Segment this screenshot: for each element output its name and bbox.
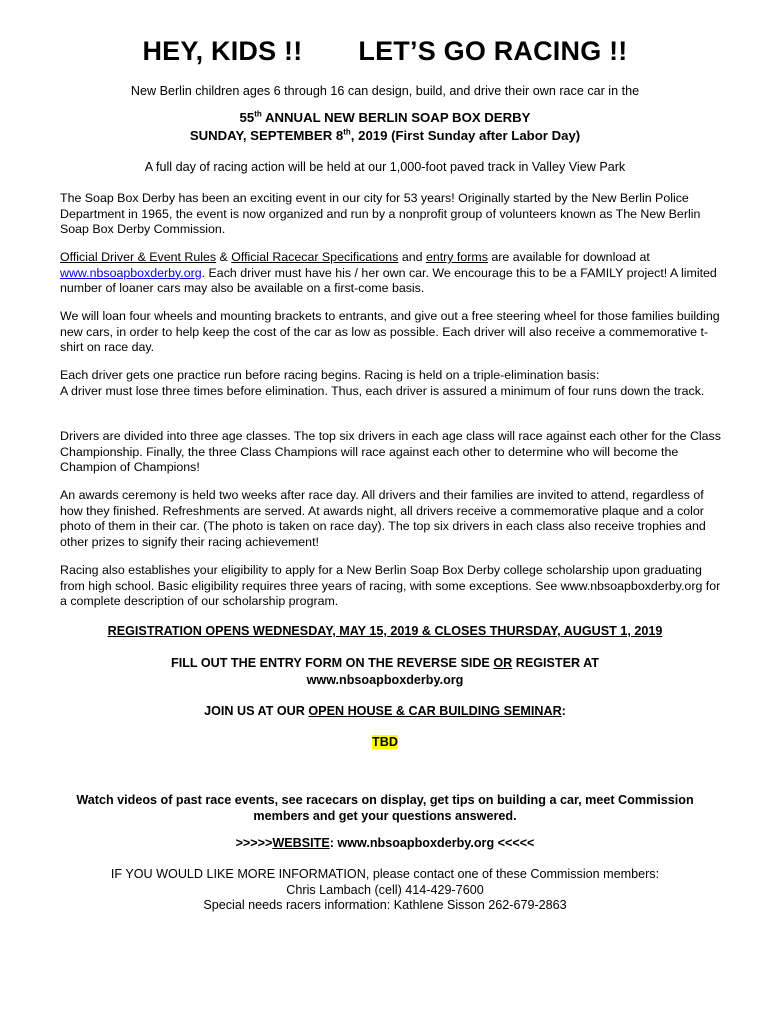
tbd-badge: TBD <box>372 735 398 749</box>
classes-paragraph: Drivers are divided into three age classes. The top six drivers in each age class will race against each other for the Class Championship. Finally, the three Class Champions will race against each other to determine who will become the Champion of Champions! <box>60 429 721 474</box>
open-house-line: JOIN US AT OUR OPEN HOUSE & CAR BUILDING SEMINAR: <box>204 704 566 718</box>
open-house-link[interactable]: OPEN HOUSE & CAR BUILDING SEMINAR <box>308 704 562 718</box>
practice-paragraph: Each driver gets one practice run before racing begins. Racing is held on a triple-elimination basis: A driver must lose three times before elimination. Thus, each driver is assured a minimum of four runs down the track. <box>60 368 705 398</box>
event-heading <box>40 109 730 145</box>
entry-website[interactable]: www.nbsoapboxderby.org <box>306 673 464 687</box>
website-link[interactable]: www.nbsoapboxderby.org <box>60 265 202 280</box>
awards-paragraph: An awards ceremony is held two weeks after race day. All drivers and their families are invited to attend, regardless of how they finished. Refreshments are served. At awards night, all drivers receive a commemorative plaque and a color photo of them in their car. (The photo is taken on race day). The top six drivers in each class also receive trophies and other prizes to signify their racing achievement! <box>60 488 706 549</box>
open-house-date <box>40 735 730 749</box>
specs-link[interactable]: Official Racecar Specifications <box>231 250 399 264</box>
rules-paragraph: Official Driver & Event Rules & Official Racecar Specifications and entry forms are available for download at www.nbsoapboxderby.org. Each driver must have his / her own car. We encourage this to be a FAMILY project! A limited number of loaner cars may also be available on a first-come basis. <box>60 250 717 295</box>
title-left: HEY, KIDS !! <box>142 36 303 66</box>
track-line: A full day of racing action will be held at our 1,000-foot paved track in Valley View Park <box>144 160 626 174</box>
website-line: >>>>>WEBSITE: www.nbsoapboxderby.org <<<<< <box>235 836 535 850</box>
entry-forms-link[interactable]: entry forms <box>425 250 488 264</box>
history-paragraph: The Soap Box Derby has been an exciting event in our city for 53 years! Originally started by the New Berlin Police Department in 1965, the event is now organized and run by a nonprofit group of volunteers known as The New Berlin Soap Box Derby Commission. <box>60 191 701 236</box>
website-label[interactable]: WEBSITE <box>272 836 330 850</box>
contact-block <box>40 867 730 914</box>
contact-intro: IF YOU WOULD LIKE MORE INFORMATION, please contact one of these Commission members: <box>110 867 660 881</box>
title-right: LET’S GO RACING !! <box>358 36 628 66</box>
entry-instructions: FILL OUT THE ENTRY FORM ON THE REVERSE SIDE OR REGISTER AT www.nbsoapboxderby.org <box>40 655 730 689</box>
registration-dates: REGISTRATION OPENS WEDNESDAY, MAY 15, 2019 & CLOSES THURSDAY, AUGUST 1, 2019 <box>107 624 663 638</box>
scholarship-paragraph: Racing also establishes your eligibility to apply for a New Berlin Soap Box Derby college scholarship upon graduating from high school. Basic eligibility requires three years of racing, with some exceptions. See www.nbsoapboxderby.org for a complete description of our scholarship program. <box>60 563 721 608</box>
videos-line: Watch videos of past race events, see racecars on display, get tips on building a car, meet Commission members and get your questions answered. <box>76 793 694 823</box>
rules-link[interactable]: Official Driver & Event Rules <box>60 250 217 264</box>
event-name-line: 55th ANNUAL NEW BERLIN SOAP BOX DERBY <box>239 109 531 125</box>
contact-line-2: Special needs racers information: Kathlene Sisson 262-679-2863 <box>203 898 567 912</box>
contact-line-1: Chris Lambach (cell) 414-429-7600 <box>286 882 484 897</box>
event-date-line: SUNDAY, SEPTEMBER 8th, 2019 (First Sunday after Labor Day) <box>189 127 581 143</box>
page-title <box>0 36 770 67</box>
intro-line: New Berlin children ages 6 through 16 can design, build, and drive their own race car in the <box>130 84 640 98</box>
loan-paragraph: We will loan four wheels and mounting brackets to entrants, and give out a free steering wheel for those families building new cars, in order to help keep the cost of the car as low as possible. Each driver will also receive a commemorative t-shirt on race day. <box>60 309 720 354</box>
